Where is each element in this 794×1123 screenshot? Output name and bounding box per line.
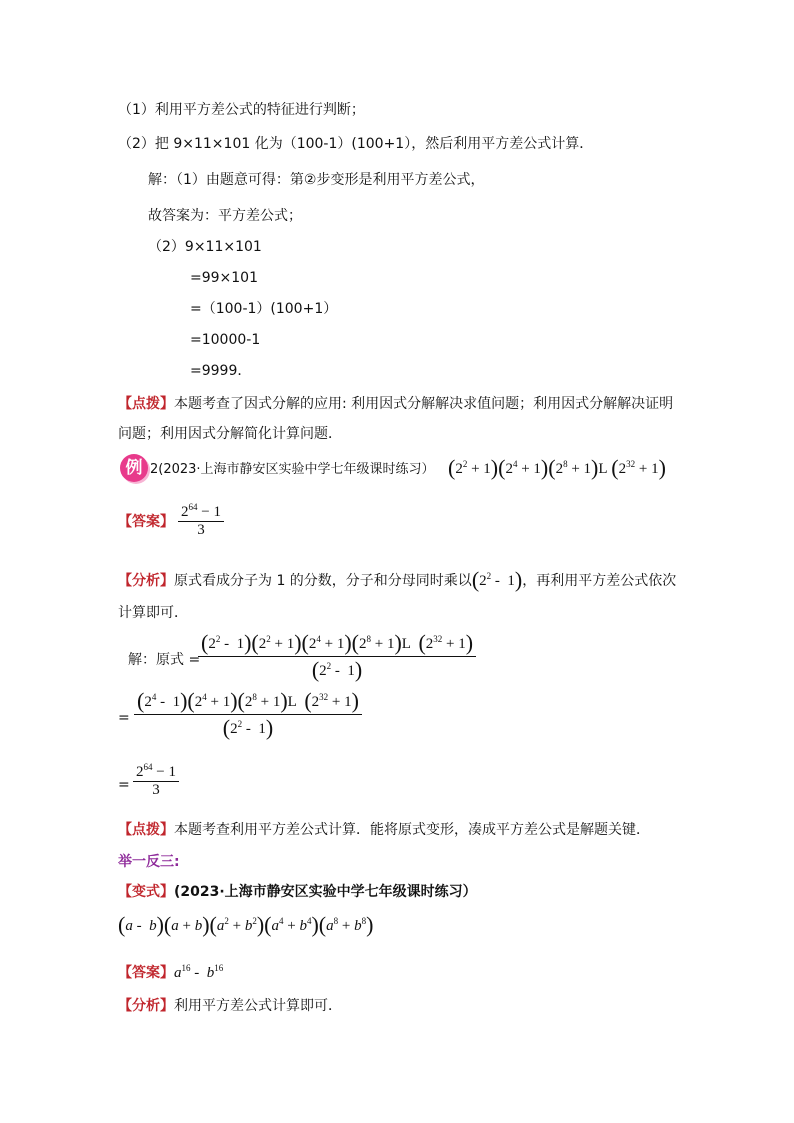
variant-expression: $(a - b)(a + b)(a^2 + b^2)(a^4 + b^4)(a^8 + b^8)$ (118, 912, 374, 937)
analysis-1-line-2: 计算即可． (118, 605, 188, 621)
solution-line-2: 故答案为：平方差公式； (148, 208, 302, 224)
solution-line-1: 解：（1）由题意可得：第②步变形是利用平方差公式， (148, 172, 485, 188)
solution-line-3: （2）9×11×101 (148, 239, 262, 255)
solve-fraction-3: $\frac{2^{64} - 1}{3}$ (133, 762, 179, 799)
dianbo-2-tag: 【点拨】 (118, 822, 174, 838)
equals-sign-1: = (118, 710, 130, 726)
analysis-2 (118, 996, 342, 1016)
analysis-2-text: 利用平方差公式计算即可． (174, 998, 342, 1014)
variant-tag: 【变式】 (118, 884, 174, 900)
answer-2-expression: $a^{16} - b^{16}$ (174, 963, 224, 981)
solve-fraction-1: $\frac{(2^2 - 1)(2^2 + 1)(2^4 + 1)(2^8 + 1)L (2^{32} + 1)}{(2^2 - 1)}$ (198, 630, 476, 683)
answer-2 (118, 958, 223, 983)
example-source: 2(2023·上海市静安区实验中学七年级课时练习） (150, 462, 435, 477)
dianbo-2-text: 本题考查利用平方差公式计算．能将原式变形，凑成平方差公式是解题关键． (174, 822, 650, 838)
solution-line-5: =（100-1）(100+1） (190, 301, 338, 317)
dianbo-tag: 【点拨】 (118, 396, 174, 412)
dianbo-2 (118, 820, 650, 840)
solution-line-6: =10000-1 (190, 332, 261, 348)
answer-1-fraction: $\frac{2^{64} - 1}{3}$ (178, 502, 224, 539)
analysis-factor: $(2^2 - 1)$ (471, 567, 523, 592)
variant-source: (2023·上海市静安区实验中学七年级课时练习） (174, 884, 477, 900)
analysis-2-tag: 【分析】 (118, 998, 174, 1014)
example-badge: 例 (120, 454, 148, 482)
dianbo-1-line-2: 问题；利用因式分解简化计算问题． (118, 426, 342, 442)
dianbo-1 (118, 394, 673, 414)
juyi-fansan-heading: 举一反三: (118, 854, 180, 870)
answer-2-tag: 【答案】 (118, 965, 174, 981)
solution-line-7: =9999． (190, 363, 252, 379)
solve-label: 解：原式 = (128, 652, 201, 668)
answer-1 (118, 512, 174, 532)
analysis-tag: 【分析】 (118, 573, 174, 589)
hint-line-2: （2）把 9×11×101 化为（100-1）(100+1），然后利用平方差公式计算． (118, 136, 594, 152)
variant-header (118, 882, 477, 902)
dianbo-text: 本题考查了因式分解的应用: 利用因式分解解决求值问题；利用因式分解解决证明 (174, 396, 674, 412)
analysis-text-a: 原式看成分子为 1 的分数，分子和分母同时乘以 (174, 573, 472, 589)
solution-line-4: =99×101 (190, 270, 258, 286)
hint-line-1: （1）利用平方差公式的特征进行判断； (118, 102, 365, 118)
example-expression: $(2^2 + 1)(2^4 + 1)(2^8 + 1)L$ $(2^{32} + 1)$ (448, 455, 666, 480)
analysis-text-b: ，再利用平方差公式依次 (522, 573, 677, 589)
analysis-1 (118, 566, 676, 591)
solve-fraction-2: $\frac{(2^4 - 1)(2^4 + 1)(2^8 + 1)L (2^{32} + 1)}{(2^2 - 1)}$ (134, 688, 362, 741)
equals-sign-2: = (118, 777, 130, 793)
answer-tag: 【答案】 (118, 514, 174, 530)
